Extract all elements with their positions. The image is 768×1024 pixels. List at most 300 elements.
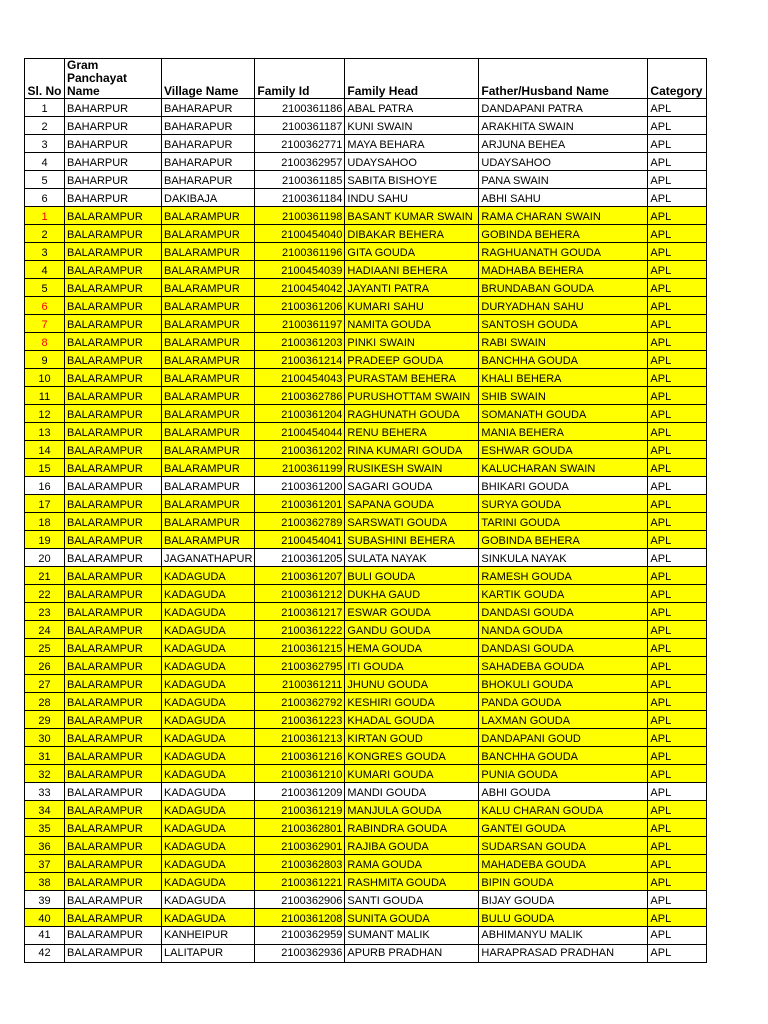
cell-sl-no: 23 — [25, 603, 65, 621]
cell-gram-panchayat: BALARAMPUR — [65, 495, 162, 513]
cell-sl-no: 40 — [25, 909, 65, 927]
cell-gram-panchayat: BALARAMPUR — [65, 765, 162, 783]
table-row — [25, 441, 707, 459]
table-row — [25, 711, 707, 729]
cell-family-id: 2100361215 — [255, 639, 345, 657]
cell-gram-panchayat: BALARAMPUR — [65, 801, 162, 819]
cell-family-id: 2100362957 — [255, 153, 345, 171]
cell-family-head: SUBASHINI BEHERA — [345, 531, 479, 549]
table-row — [25, 783, 707, 801]
cell-father-husband: BHOKULI GOUDA — [479, 675, 648, 693]
cell-gram-panchayat: BALARAMPUR — [65, 261, 162, 279]
cell-family-head: SULATA NAYAK — [345, 549, 479, 567]
cell-village: BALARAMPUR — [162, 315, 255, 333]
cell-village: BAHARAPUR — [162, 99, 255, 117]
cell-village: BALARAMPUR — [162, 495, 255, 513]
table-row — [25, 351, 707, 369]
table-row — [25, 99, 707, 117]
cell-sl-no: 33 — [25, 783, 65, 801]
cell-sl-no: 7 — [25, 315, 65, 333]
cell-family-head: PINKI SWAIN — [345, 333, 479, 351]
table-row — [25, 405, 707, 423]
cell-father-husband: GOBINDA BEHERA — [479, 225, 648, 243]
cell-father-husband: BULU GOUDA — [479, 909, 648, 927]
cell-father-husband: PUNIA GOUDA — [479, 765, 648, 783]
cell-category: APL — [648, 585, 707, 603]
cell-gram-panchayat: BALARAMPUR — [65, 459, 162, 477]
cell-family-head: SUMANT MALIK — [345, 927, 479, 945]
cell-family-id: 2100361216 — [255, 747, 345, 765]
cell-category: APL — [648, 189, 707, 207]
cell-family-id: 2100454039 — [255, 261, 345, 279]
cell-sl-no: 19 — [25, 531, 65, 549]
cell-sl-no: 1 — [25, 99, 65, 117]
cell-category: APL — [648, 243, 707, 261]
cell-father-husband: ABHI SAHU — [479, 189, 648, 207]
table-row — [25, 837, 707, 855]
header-family-head: Family Head — [345, 59, 479, 99]
cell-sl-no: 42 — [25, 945, 65, 963]
cell-gram-panchayat: BALARAMPUR — [65, 675, 162, 693]
cell-village: KADAGUDA — [162, 585, 255, 603]
cell-family-id: 2100361198 — [255, 207, 345, 225]
cell-family-head: GITA GOUDA — [345, 243, 479, 261]
cell-category: APL — [648, 855, 707, 873]
cell-family-head: PURUSHOTTAM SWAIN — [345, 387, 479, 405]
cell-sl-no: 5 — [25, 279, 65, 297]
cell-gram-panchayat: BALARAMPUR — [65, 819, 162, 837]
cell-sl-no: 16 — [25, 477, 65, 495]
cell-gram-panchayat: BALARAMPUR — [65, 423, 162, 441]
cell-family-head: RASHMITA GOUDA — [345, 873, 479, 891]
cell-father-husband: LAXMAN GOUDA — [479, 711, 648, 729]
cell-category: APL — [648, 333, 707, 351]
cell-village: BALARAMPUR — [162, 369, 255, 387]
table-row — [25, 603, 707, 621]
cell-family-id: 2100362803 — [255, 855, 345, 873]
cell-family-head: RABINDRA GOUDA — [345, 819, 479, 837]
table-row — [25, 621, 707, 639]
cell-village: KADAGUDA — [162, 729, 255, 747]
cell-father-husband: PANA SWAIN — [479, 171, 648, 189]
table-row — [25, 225, 707, 243]
cell-village: BALARAMPUR — [162, 477, 255, 495]
header-sl-no: Sl. No — [25, 59, 65, 99]
cell-category: APL — [648, 693, 707, 711]
cell-category: APL — [648, 135, 707, 153]
table-row — [25, 387, 707, 405]
table-row — [25, 729, 707, 747]
cell-sl-no: 25 — [25, 639, 65, 657]
cell-category: APL — [648, 765, 707, 783]
cell-gram-panchayat: BAHARPUR — [65, 171, 162, 189]
cell-father-husband: BANCHHA GOUDA — [479, 747, 648, 765]
cell-category: APL — [648, 315, 707, 333]
cell-family-id: 2100361200 — [255, 477, 345, 495]
table-row — [25, 657, 707, 675]
cell-father-husband: ARJUNA BEHEA — [479, 135, 648, 153]
cell-gram-panchayat: BALARAMPUR — [65, 603, 162, 621]
cell-family-head: ABAL PATRA — [345, 99, 479, 117]
cell-sl-no: 5 — [25, 171, 65, 189]
table-row — [25, 531, 707, 549]
cell-gram-panchayat: BAHARPUR — [65, 117, 162, 135]
cell-sl-no: 21 — [25, 567, 65, 585]
cell-family-head: GANDU GOUDA — [345, 621, 479, 639]
cell-gram-panchayat: BALARAMPUR — [65, 837, 162, 855]
cell-father-husband: PANDA GOUDA — [479, 693, 648, 711]
cell-gram-panchayat: BALARAMPUR — [65, 531, 162, 549]
cell-village: KADAGUDA — [162, 747, 255, 765]
cell-sl-no: 2 — [25, 225, 65, 243]
cell-father-husband: RABI SWAIN — [479, 333, 648, 351]
cell-village: KADAGUDA — [162, 783, 255, 801]
cell-father-husband: ARAKHITA SWAIN — [479, 117, 648, 135]
cell-family-id: 2100361184 — [255, 189, 345, 207]
cell-sl-no: 15 — [25, 459, 65, 477]
cell-family-id: 2100361211 — [255, 675, 345, 693]
cell-family-head: HADIAANI BEHERA — [345, 261, 479, 279]
cell-sl-no: 9 — [25, 351, 65, 369]
cell-category: APL — [648, 171, 707, 189]
cell-village: BALARAMPUR — [162, 279, 255, 297]
table-row — [25, 261, 707, 279]
cell-father-husband: SAHADEBA GOUDA — [479, 657, 648, 675]
cell-family-head: NAMITA GOUDA — [345, 315, 479, 333]
cell-category: APL — [648, 405, 707, 423]
cell-father-husband: SURYA GOUDA — [479, 495, 648, 513]
cell-village: KADAGUDA — [162, 765, 255, 783]
cell-family-head: SANTI GOUDA — [345, 891, 479, 909]
cell-category: APL — [648, 459, 707, 477]
cell-village: KADAGUDA — [162, 639, 255, 657]
cell-family-id: 2100361206 — [255, 297, 345, 315]
cell-village: LALITAPUR — [162, 945, 255, 963]
cell-sl-no: 26 — [25, 657, 65, 675]
cell-category: APL — [648, 531, 707, 549]
cell-family-id: 2100362906 — [255, 891, 345, 909]
cell-category: APL — [648, 225, 707, 243]
cell-gram-panchayat: BALARAMPUR — [65, 315, 162, 333]
cell-sl-no: 13 — [25, 423, 65, 441]
cell-sl-no: 22 — [25, 585, 65, 603]
cell-family-id: 2100361217 — [255, 603, 345, 621]
cell-sl-no: 12 — [25, 405, 65, 423]
cell-family-id: 2100454040 — [255, 225, 345, 243]
cell-father-husband: MAHADEBA GOUDA — [479, 855, 648, 873]
table-row — [25, 855, 707, 873]
cell-family-id: 2100361187 — [255, 117, 345, 135]
cell-sl-no: 8 — [25, 333, 65, 351]
cell-category: APL — [648, 549, 707, 567]
cell-father-husband: GANTEI GOUDA — [479, 819, 648, 837]
cell-father-husband: SHIB SWAIN — [479, 387, 648, 405]
cell-category: APL — [648, 279, 707, 297]
cell-family-head: KUMARI GOUDA — [345, 765, 479, 783]
table-row — [25, 207, 707, 225]
cell-sl-no: 1 — [25, 207, 65, 225]
cell-gram-panchayat: BALARAMPUR — [65, 657, 162, 675]
cell-family-head: RAJIBA GOUDA — [345, 837, 479, 855]
cell-village: BALARAMPUR — [162, 261, 255, 279]
cell-father-husband: HARAPRASAD PRADHAN — [479, 945, 648, 963]
cell-village: BALARAMPUR — [162, 513, 255, 531]
cell-category: APL — [648, 495, 707, 513]
table-row — [25, 801, 707, 819]
cell-family-id: 2100361205 — [255, 549, 345, 567]
cell-father-husband: UDAYSAHOO — [479, 153, 648, 171]
cell-sl-no: 29 — [25, 711, 65, 729]
cell-category: APL — [648, 729, 707, 747]
cell-gram-panchayat: BALARAMPUR — [65, 207, 162, 225]
cell-category: APL — [648, 837, 707, 855]
table-row — [25, 117, 707, 135]
cell-family-id: 2100362936 — [255, 945, 345, 963]
cell-gram-panchayat: BALARAMPUR — [65, 711, 162, 729]
cell-father-husband: TARINI GOUDA — [479, 513, 648, 531]
cell-sl-no: 3 — [25, 135, 65, 153]
cell-family-head: JHUNU GOUDA — [345, 675, 479, 693]
cell-category: APL — [648, 513, 707, 531]
cell-village: KADAGUDA — [162, 819, 255, 837]
cell-village: BAHARAPUR — [162, 171, 255, 189]
cell-category: APL — [648, 621, 707, 639]
cell-village: BALARAMPUR — [162, 423, 255, 441]
cell-family-id: 2100361186 — [255, 99, 345, 117]
header-gram-panchayat — [65, 59, 162, 99]
cell-family-id: 2100362792 — [255, 693, 345, 711]
cell-gram-panchayat: BALARAMPUR — [65, 729, 162, 747]
header-gram-panchayat-line2: Panchayat — [67, 71, 128, 85]
table-row — [25, 369, 707, 387]
cell-family-head: PURASTAM BEHERA — [345, 369, 479, 387]
cell-sl-no: 10 — [25, 369, 65, 387]
cell-gram-panchayat: BALARAMPUR — [65, 855, 162, 873]
table-row — [25, 153, 707, 171]
header-village-name: Village Name — [162, 59, 255, 99]
cell-village: BALARAMPUR — [162, 405, 255, 423]
cell-family-head: ESWAR GOUDA — [345, 603, 479, 621]
cell-category: APL — [648, 657, 707, 675]
cell-category: APL — [648, 477, 707, 495]
table-row — [25, 693, 707, 711]
cell-village: KADAGUDA — [162, 567, 255, 585]
cell-village: BALARAMPUR — [162, 225, 255, 243]
cell-village: BAHARAPUR — [162, 117, 255, 135]
header-father-husband-name: Father/Husband Name — [479, 59, 648, 99]
cell-category: APL — [648, 369, 707, 387]
cell-category: APL — [648, 639, 707, 657]
cell-gram-panchayat: BALARAMPUR — [65, 297, 162, 315]
cell-family-head: ITI GOUDA — [345, 657, 479, 675]
table-row — [25, 927, 707, 945]
cell-village: BALARAMPUR — [162, 387, 255, 405]
cell-family-id: 2100361196 — [255, 243, 345, 261]
table-row — [25, 819, 707, 837]
cell-gram-panchayat: BALARAMPUR — [65, 513, 162, 531]
table-row — [25, 495, 707, 513]
cell-father-husband: DURYADHAN SAHU — [479, 297, 648, 315]
cell-father-husband: ABHIMANYU MALIK — [479, 927, 648, 945]
cell-family-head: KESHIRI GOUDA — [345, 693, 479, 711]
cell-village: KANHEIPUR — [162, 927, 255, 945]
cell-sl-no: 34 — [25, 801, 65, 819]
cell-village: KADAGUDA — [162, 693, 255, 711]
cell-gram-panchayat: BALARAMPUR — [65, 639, 162, 657]
cell-village: DAKIBAJA — [162, 189, 255, 207]
cell-sl-no: 32 — [25, 765, 65, 783]
table-row — [25, 567, 707, 585]
cell-gram-panchayat: BALARAMPUR — [65, 441, 162, 459]
cell-village: BALARAMPUR — [162, 351, 255, 369]
cell-family-id: 2100362771 — [255, 135, 345, 153]
cell-family-head: RENU BEHERA — [345, 423, 479, 441]
table-row — [25, 171, 707, 189]
cell-gram-panchayat: BALARAMPUR — [65, 405, 162, 423]
table-body — [25, 99, 707, 963]
cell-family-id: 2100361222 — [255, 621, 345, 639]
cell-family-id: 2100361185 — [255, 171, 345, 189]
cell-gram-panchayat: BALARAMPUR — [65, 891, 162, 909]
cell-gram-panchayat: BALARAMPUR — [65, 387, 162, 405]
cell-family-head: MANDI GOUDA — [345, 783, 479, 801]
cell-village: KADAGUDA — [162, 891, 255, 909]
cell-gram-panchayat: BALARAMPUR — [65, 369, 162, 387]
table-row — [25, 747, 707, 765]
cell-gram-panchayat: BAHARPUR — [65, 99, 162, 117]
cell-village: KADAGUDA — [162, 603, 255, 621]
cell-family-head: BULI GOUDA — [345, 567, 479, 585]
cell-father-husband: MADHABA BEHERA — [479, 261, 648, 279]
cell-family-head: DIBAKAR BEHERA — [345, 225, 479, 243]
cell-father-husband: RAGHUANATH GOUDA — [479, 243, 648, 261]
cell-category: APL — [648, 351, 707, 369]
table-row — [25, 243, 707, 261]
cell-village: BALARAMPUR — [162, 297, 255, 315]
cell-family-head: SABITA BISHOYE — [345, 171, 479, 189]
cell-father-husband: BHIKARI GOUDA — [479, 477, 648, 495]
cell-family-head: JAYANTI PATRA — [345, 279, 479, 297]
cell-category: APL — [648, 207, 707, 225]
cell-sl-no: 14 — [25, 441, 65, 459]
cell-sl-no: 18 — [25, 513, 65, 531]
cell-family-head: SAGARI GOUDA — [345, 477, 479, 495]
cell-family-id: 2100362786 — [255, 387, 345, 405]
cell-village: KADAGUDA — [162, 657, 255, 675]
cell-family-id: 2100454041 — [255, 531, 345, 549]
cell-gram-panchayat: BALARAMPUR — [65, 585, 162, 603]
table-row — [25, 513, 707, 531]
table-row — [25, 135, 707, 153]
cell-sl-no: 30 — [25, 729, 65, 747]
cell-gram-panchayat: BALARAMPUR — [65, 243, 162, 261]
cell-family-head: BASANT KUMAR SWAIN — [345, 207, 479, 225]
cell-village: BALARAMPUR — [162, 243, 255, 261]
cell-father-husband: SUDARSAN GOUDA — [479, 837, 648, 855]
cell-gram-panchayat: BALARAMPUR — [65, 747, 162, 765]
cell-sl-no: 27 — [25, 675, 65, 693]
table-row — [25, 891, 707, 909]
header-family-id: Family Id — [255, 59, 345, 99]
cell-father-husband: DANDASI GOUDA — [479, 603, 648, 621]
cell-family-id: 2100454044 — [255, 423, 345, 441]
cell-family-head: INDU SAHU — [345, 189, 479, 207]
cell-family-id: 2100361210 — [255, 765, 345, 783]
cell-father-husband: SANTOSH GOUDA — [479, 315, 648, 333]
table-row — [25, 297, 707, 315]
cell-village: BAHARAPUR — [162, 153, 255, 171]
cell-sl-no: 20 — [25, 549, 65, 567]
cell-family-id: 2100454043 — [255, 369, 345, 387]
cell-gram-panchayat: BALARAMPUR — [65, 477, 162, 495]
cell-gram-panchayat: BALARAMPUR — [65, 783, 162, 801]
cell-sl-no: 31 — [25, 747, 65, 765]
cell-family-head: APURB PRADHAN — [345, 945, 479, 963]
cell-sl-no: 41 — [25, 927, 65, 945]
cell-family-head: RAGHUNATH GOUDA — [345, 405, 479, 423]
cell-family-head: SARSWATI GOUDA — [345, 513, 479, 531]
table-row — [25, 765, 707, 783]
cell-father-husband: KHALI BEHERA — [479, 369, 648, 387]
cell-sl-no: 28 — [25, 693, 65, 711]
cell-category: APL — [648, 423, 707, 441]
cell-sl-no: 24 — [25, 621, 65, 639]
cell-village: KADAGUDA — [162, 801, 255, 819]
cell-category: APL — [648, 567, 707, 585]
cell-category: APL — [648, 675, 707, 693]
cell-family-id: 2100361213 — [255, 729, 345, 747]
cell-category: APL — [648, 909, 707, 927]
cell-father-husband: ABHI GOUDA — [479, 783, 648, 801]
cell-father-husband: SOMANATH GOUDA — [479, 405, 648, 423]
cell-family-id: 2100362901 — [255, 837, 345, 855]
cell-gram-panchayat: BAHARPUR — [65, 135, 162, 153]
cell-father-husband: BIPIN GOUDA — [479, 873, 648, 891]
cell-father-husband: KARTIK GOUDA — [479, 585, 648, 603]
cell-father-husband: KALUCHARAN SWAIN — [479, 459, 648, 477]
header-gram-panchayat-line1: Gram — [67, 58, 99, 72]
cell-family-id: 2100361202 — [255, 441, 345, 459]
cell-gram-panchayat: BALARAMPUR — [65, 549, 162, 567]
cell-father-husband: BRUNDABAN GOUDA — [479, 279, 648, 297]
cell-category: APL — [648, 261, 707, 279]
cell-village: JAGANATHAPUR — [162, 549, 255, 567]
cell-village: BALARAMPUR — [162, 207, 255, 225]
cell-family-head: KHADAL GOUDA — [345, 711, 479, 729]
cell-family-id: 2100361208 — [255, 909, 345, 927]
cell-category: APL — [648, 891, 707, 909]
cell-family-head: DUKHA GAUD — [345, 585, 479, 603]
cell-father-husband: GOBINDA BEHERA — [479, 531, 648, 549]
table-row — [25, 459, 707, 477]
cell-category: APL — [648, 603, 707, 621]
table-row — [25, 585, 707, 603]
cell-father-husband: RAMESH GOUDA — [479, 567, 648, 585]
cell-category: APL — [648, 945, 707, 963]
cell-father-husband: ESHWAR GOUDA — [479, 441, 648, 459]
cell-family-head: SAPANA GOUDA — [345, 495, 479, 513]
cell-village: KADAGUDA — [162, 837, 255, 855]
family-table — [24, 58, 707, 963]
table-row — [25, 423, 707, 441]
cell-family-id: 2100361207 — [255, 567, 345, 585]
table-row — [25, 909, 707, 927]
cell-village: KADAGUDA — [162, 675, 255, 693]
cell-family-id: 2100361203 — [255, 333, 345, 351]
cell-gram-panchayat: BAHARPUR — [65, 153, 162, 171]
cell-family-id: 2100454042 — [255, 279, 345, 297]
cell-family-id: 2100361197 — [255, 315, 345, 333]
